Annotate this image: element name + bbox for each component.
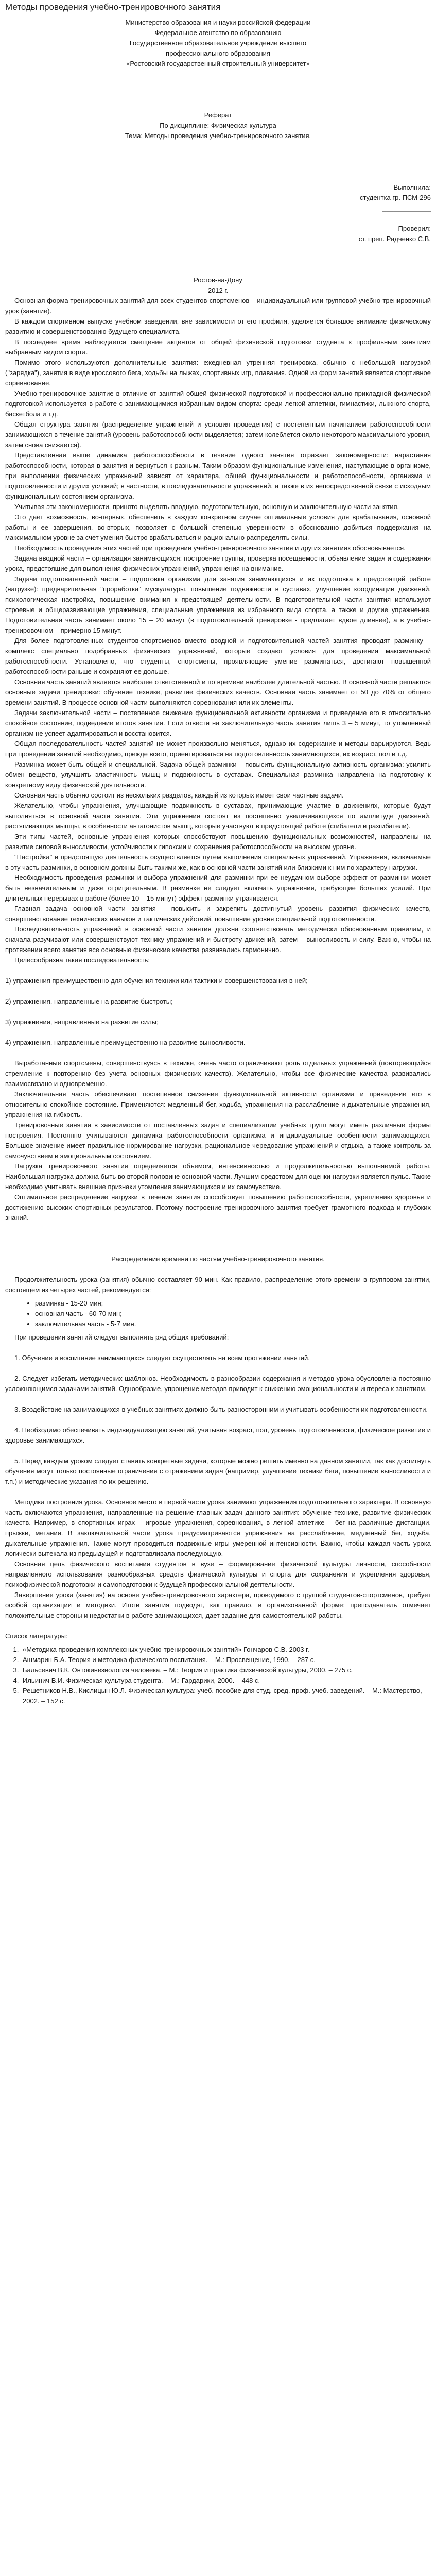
time-distribution-section xyxy=(5,1254,431,1621)
paragraph: Задача вводной части – организация занимающихся: построение группы, проверка посещаемости, объявление задач и содержания урока, предстоящие для выполнения физических упражнений, упражнения на внимание. xyxy=(5,554,431,572)
bibliography-item: 4. Ильинич В.И. Физическая культура студента. – М.: Гардарики, 2000. – 448 с. xyxy=(21,1675,431,1686)
paragraph: Задачи заключительной части – постепенное снижение функциональной активности организма и приведение его в относительно спокойное состояние, подведение итогов занятия. Если отвести на заключительную часть занятия лишь 3 – 5 минут, то утомленный организм не успеет адаптироваться и восстановится. xyxy=(5,709,431,737)
requirement-item: 5. Перед каждым уроком следует ставить конкретные задачи, которые можно решить именно на данном занятии, так как достигнуть обучения могут только постоянные ограничения с отражением задач (например, улучшение техники бега, повышение выносливости и т.п.) и методические указания по их решению. xyxy=(5,1457,431,1485)
paragraph: Нагрузка тренировочного занятия определяется объемом, интенсивностью и продолжительностью выполняемой работы. Наибольшая нагрузка должна быть во второй половине основной части. Лучшим средством для оценки нагрузки является пульс. Также необходимо учитывать внешние признаки утомления занимающихся и их самочувствие. xyxy=(5,1162,431,1191)
paragraph: Разминка может быть общей и специальной. Задача общей разминки – повысить функциональную активность организма: усилить обмен веществ, улучшить эластичность мышц и подвижность в суставах. Специальная разминка направлена на подготовку к конкретному виду физической деятельности. xyxy=(5,760,431,789)
paragraph: Выработанные спортсмены, совершенствуясь в технике, очень часто ограничивают роль отдельных упражнений (повторяющийся стремление к повторению без учета основных физических качеств). Желательно, чтобы все физические качества развивались взаимосвязано и одновременно. xyxy=(5,1059,431,1088)
institution-type-line: Государственное образовательное учреждение высшего xyxy=(129,39,307,47)
ministry-line: Министерство образования и науки российской федерации xyxy=(125,19,311,26)
paragraph: При проведении занятий следует выполнять ряд общих требований: xyxy=(14,1333,229,1341)
requirement-item: 3. Воздействие на занимающихся в учебных занятиях должно быть разносторонним и учитывать особенности их подготовленности. xyxy=(14,1405,428,1413)
agency-line: Федеральное агентство по образованию xyxy=(154,29,282,37)
checked-label: Проверил: xyxy=(398,225,431,232)
paragraph: Это дает возможность, во-первых, обеспечить в каждом конкретном случае оптимальные условия для врабатывания, основной работы и ее завершения, во-вторых, позволяет с большой степенью уверенности в обоснованно добиться поддержания на максимальном уровне за счет умения быстро врабатываться и рационально распределять силы. xyxy=(5,513,431,541)
report-label: Реферат xyxy=(204,111,232,119)
bibliography-item: 3. Бальсевич В.К. Онтокинезиология человека. – М.: Теория и практика физической культуры, 2000. – 275 с. xyxy=(21,1665,431,1675)
paragraph: Основная часть обычно состоит из нескольких разделов, каждый из которых имеет свои частные задачи. xyxy=(14,791,344,799)
paragraph: Основная форма тренировочных занятий для всех студентов-спортсменов – индивидуальный или групповой учебно-тренировочный урок (занятие). xyxy=(5,297,431,315)
requirement-item: 2. Следует избегать методических шаблонов. Необходимость в разнообразии содержания и методов урока обусловлена постоянно усложняющимся задачами занятий. Однообразие, упрощение методов приводит к снижению эмоциональности и интереса к занятиям. xyxy=(5,1375,431,1393)
numbered-item: 2) упражнения, направленные на развитие быстроты; xyxy=(5,997,173,1005)
list-item: • заключительная часть - 5-7 мин. xyxy=(35,1319,431,1329)
section-heading: Распределение времени по частям учебно-тренировочного занятия. xyxy=(111,1255,325,1263)
performed-by: студентка гр. ПСМ-296 xyxy=(359,194,431,201)
paragraph: Тренировочные занятия в зависимости от поставленных задач и специализации учебных групп могут иметь различные формы построения. Постоянно учитываются динамика работоспособности организма и индивидуальные особенности занимающихся. Большое значение имеет правильное нормирование нагрузки, рациональное чередование упражнений и отдыха, а также контроль за самочувствием и эмоциональным состоянием. xyxy=(5,1121,431,1160)
numbered-item: 4) упражнения, направленные преимущественно на развитие выносливости. xyxy=(5,1039,246,1046)
paragraph: Целесообразна такая последовательность: xyxy=(14,956,150,964)
paragraph: В каждом спортивном выпуске учебном заведении, вне зависимости от его профиля, уделяется большое внимание физическому развитию и совершенствованию будущего специалиста. xyxy=(5,317,431,335)
bibliography-item: 1. «Методика проведения комплексных учебно-тренировочных занятий» Гончаров С.В. 2003 г. xyxy=(21,1645,431,1655)
numbered-item: 1) упражнения преимущественно для обучения техники или тактики и совершенствования в ней; xyxy=(5,977,308,985)
paragraph: Эти типы частей, основные упражнения которых способствуют повышению функциональных возможностей, направлены на развитие силовой выносливости, устойчивости к гипоксии и сохранения работоспособности на высоком уровне. xyxy=(5,833,431,851)
university-name: «Ростовский государственный строительный университет» xyxy=(126,60,310,67)
numbered-item: 3) упражнения, направленные на развитие силы; xyxy=(5,1018,159,1026)
paragraph: "Настройка" и предстоящую деятельность осуществляется путем выполнения специальных упражнений. Упражнения, включаемые в эту часть разминки, в основном должны быть такими же, как в основной части занятий или близкими к ним по характеру нагрузки. xyxy=(5,853,431,871)
paragraph: Общая последовательность частей занятий не может произвольно меняться, однако их содержание и методы варьируются. Ведь при проведении занятий необходимо, прежде всего, ориентироваться на подготовленность занимающихся, их возраст, пол и т.д. xyxy=(5,740,431,758)
paragraph: Задачи подготовительной части – подготовка организма для занятия занимающихся и их подготовка к предстоящей работе (нагрузке): предварительная "проработка" мускулатуры, повышение подвижности в суставах, улучшение координации движений, психологическая настройка, повышение внимания к предстоящей деятельности. В подготовительной части занятия используют строевые и общеразвивающие упражнения, специальные упражнения из избранного вида спорта, а также и другие упражнения. Подготовительная часть занимает около 15 – 20 минут (в подготовительной тренировке - предлагает вдвое длиннее), а в учебно-тренировочном – примерно 15 минут. xyxy=(5,575,431,634)
bibliography-item: 2. Ашмарин Б.А. Теория и методика физического воспитания. – М.: Просвещение, 1990. – 287 с. xyxy=(21,1655,431,1665)
paragraph: Основная цель физического воспитания студентов в вузе – формирование физической культуры личности, способности направленного использования разнообразных средств физической культуры и спорта для сохранения и укрепления здоровья, психофизической подготовки и самоподготовки к будущей профессиональной деятельности. xyxy=(5,1560,431,1588)
bibliography-list xyxy=(5,1645,431,1706)
requirement-item: 1. Обучение и воспитание занимающихся следует осуществлять на всем протяжении занятий. xyxy=(14,1354,310,1362)
performed-label: Выполнила: xyxy=(393,183,431,191)
bibliography-heading: Список литературы: xyxy=(5,1632,68,1640)
paragraph: Последовательность упражнений в основной части занятия должна соответствовать методически обоснованным правилам, и сначала разучивают или совершенствуют технику упражнений и быстроту движений, затем – выносливость и силу. Важно, чтобы на протяжении всего занятия все основные физические качества развивались гармонично. xyxy=(5,925,431,954)
paragraph: Методика построения урока. Основное место в первой части урока занимают упражнения подготовительного характера. В основную часть включаются упражнения, направленные на решение главных задач данного занятия: обучение технике, развитие физических качеств. Например, в спортивных играх – игровые упражнения, соревнования, в легкой атлетике – бег на различные дистанции, прыжки, метания. В заключительной части урока предусматриваются упражнения на расслабление, медленный бег, ходьба, дыхательные упражнения. Также могут проводиться подвижные игры умеренной интенсивности. Важно, чтобы каждая часть урока логически вытекала из предыдущей и подготавливала последующую. xyxy=(5,1498,431,1557)
year: 2012 г. xyxy=(207,286,229,294)
paragraph: Представленная выше динамика работоспособности в течение одного занятия отражает закономерности: нарастания работоспособности, которая в занятия и вернуться к разным. Таким образом функциональные изменения, наступающие в организме, при выполнении физических упражнений зависят от характера, общей функциональности и работоспособности, организма и подготовленности и других условий; в частности, в последовательности упражнений, а также в их непосредственной связи с исходным функциональным состоянием организма. xyxy=(5,451,431,500)
performed-blank: _____________ xyxy=(382,204,431,212)
paragraph: Заключительная часть обеспечивает постепенное снижение функциональной активности организма и приведение его в относительно спокойное состояние. Применяются: медленный бег, ходьба, упражнения на расслабление и дыхательные упражнения, упражнения на гибкость. xyxy=(5,1090,431,1118)
paragraph: Главная задача основной части занятия – повысить и закрепить достигнутый уровень развития физических качеств, совершенствование технических навыков и тактических действий, повышение уровня специальной подготовленности. xyxy=(5,905,431,923)
paragraph: Оптимальное распределение нагрузки в течение занятия способствует повышению работоспособности, укреплению здоровья и достижению высоких спортивных результатов. Поэтому построение тренировочного занятия требует грамотного подхода и глубоких знаний. xyxy=(5,1193,431,1222)
paragraph: Для более подготовленных студентов-спортсменов вместо вводной и подготовительной частей занятия проводят разминку – комплекс специально подобранных физических упражнений, которые создают условия для проведения максимальной работоспособности. Установлено, что студенты, спортсмены, проявляющие умение разминаться, достигают повышенной работоспособности раньше и сохраняют ее дольше. xyxy=(5,637,431,675)
paragraph: Основная часть занятий является наиболее ответственной и по времени наиболее длительной частью. В основной части решаются основные задачи тренировки: обучение технике, развитие физических качеств. Основная часть занимает от 50 до 70% от общего времени занятий. В процессе основной части выполняются соревнования или их элементы. xyxy=(5,678,431,706)
list-item: • основная часть - 60-70 мин; xyxy=(35,1309,431,1319)
city: Ростов-на-Дону xyxy=(194,276,242,284)
list-item: • разминка - 15-20 мин; xyxy=(35,1298,431,1309)
paragraph: Общая структура занятия (распределение упражнений и условия проведения) с постепенным начинанием работоспособности занимающихся в течение занятий (уровень работоспособности выделяется; затем колеблется около некоторого максимального уровня, затем снова снижается). xyxy=(5,420,431,449)
institution-type-line-2: профессионального образования xyxy=(166,49,270,57)
paragraph: Необходимость проведения этих частей при проведении учебно-тренировочного занятия и других занятиях обосновывается. xyxy=(14,544,406,552)
document-title: Методы проведения учебно-тренировочного занятия xyxy=(5,2,221,12)
paragraph: В последнее время наблюдается смещение акцентов от общей физической подготовки студента к профильным занятиям выбранным видом спорта. xyxy=(5,338,431,356)
report-topic: Тема: Методы проведения учебно-тренировочного занятия. xyxy=(125,132,311,140)
bibliography-item: 5. Решетников Н.В., Кислицын Ю.Л. Физическая культура: учеб. пособие для студ. сред. проф. учеб. заведений. – М.: Мастерство, 2002. – 152 с. xyxy=(21,1686,431,1706)
paragraph: Учебно-тренировочное занятие в отличие от занятий общей физической подготовкой и профессионально-прикладной физической подготовкой используется в работе с занимающимися избранным видом спорта: среди легкой атлетики, гимнастики, лыжного спорта, баскетбола и т.д. xyxy=(5,389,431,418)
requirement-item: 4. Необходимо обеспечивать индивидуализацию занятий, учитывая возраст, пол, уровень подготовленности, физическое развитие и здоровье занимающихся. xyxy=(5,1426,431,1444)
paragraph: Желательно, чтобы упражнения, улучшающие подвижность в суставах, принимающие участие в движениях, которые будут выполняться в основной части занятия. Эти упражнения состоят из постепенно увеличивающихся по амплитуде движений, растягивающих мышцы, в особенности антагонистов мышц, которые участвуют в предстоящей работе (сгибатели и разгибатели). xyxy=(5,802,431,830)
paragraph: Учитывая эти закономерности, принято выделять вводную, подготовительную, основную и заключительную части занятия. xyxy=(14,503,399,511)
body-part-1 xyxy=(5,296,431,1223)
paragraph: Завершение урока (занятия) на основе учебно-тренировочного характера, проводимого с группой студентов-спортсменов, требует особой организации и методики. Итоги занятия подводят, как правило, в организованной форме: преподаватель отмечает положительные стороны и недостатки в работе занимающихся, дает задание для самостоятельной работы. xyxy=(5,1591,431,1619)
checked-by: ст. преп. Радченко С.В. xyxy=(358,235,431,243)
paragraph: Необходимость проведения разминки и выбора упражнений для разминки при ее неудачном выборе эффект от разминки может быть незначительным и даже отрицательным. В разминке не следует включать упражнения, требующие больших усилий. При длительных перерывах в работе (более 10 – 15 минут) эффект разминки утрачивается. xyxy=(5,874,431,902)
time-list xyxy=(5,1298,431,1329)
paragraph: Продолжительность урока (занятия) обычно составляет 90 мин. Как правило, распределение этого времени в групповом занятии, состоящем из четырех частей, рекомендуется: xyxy=(5,1276,431,1294)
title-page xyxy=(5,18,431,296)
paragraph: Помимо этого используются дополнительные занятия: ежедневная утренняя тренировка, обычно с небольшой нагрузкой ("зарядка"), занятия в виде кроссового бега, ходьбы на лыжах, спортивных игр, плавания. Одной из форм занятий является спортивное соревнование. xyxy=(5,359,431,387)
bibliography xyxy=(5,1631,431,1706)
report-discipline: По дисциплине: Физическая культура xyxy=(160,122,276,129)
